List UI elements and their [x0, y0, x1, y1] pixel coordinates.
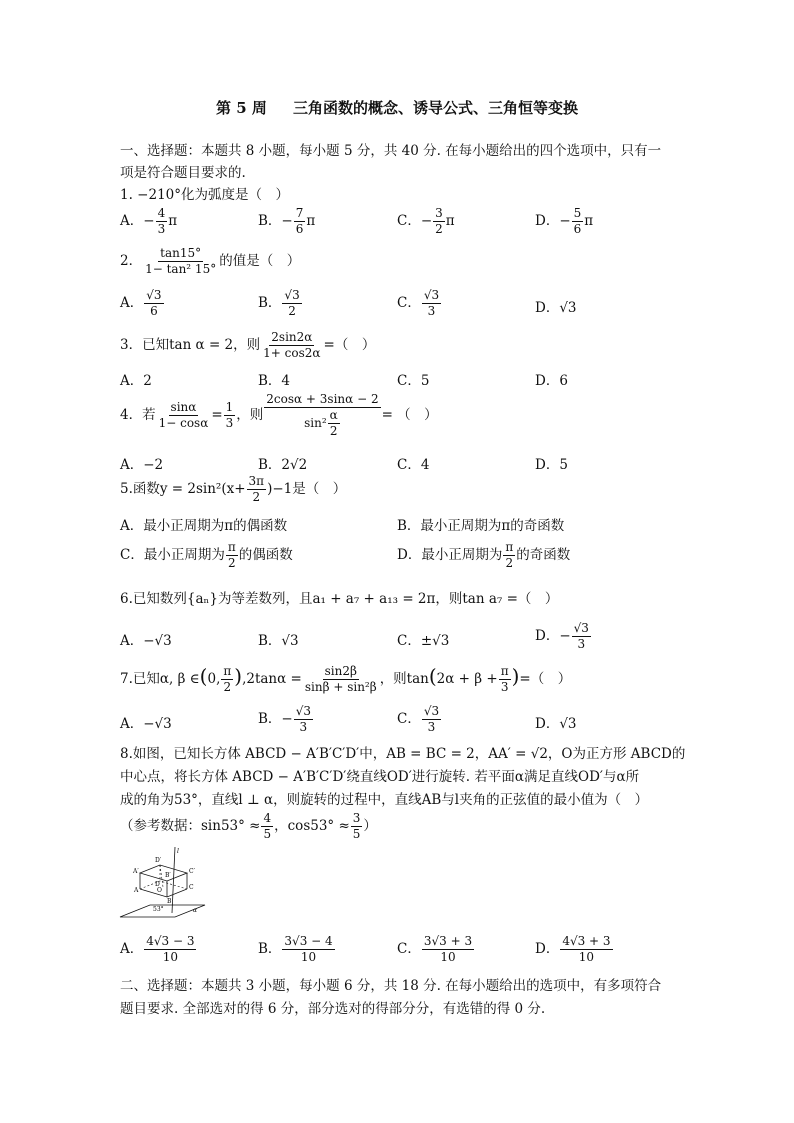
q6-stem: 6.已知数列{aₙ}为等差数列，且a₁ + a₇ + a₁₃ = 2π，则tan a₇ =（ ） — [120, 591, 559, 607]
q3-option-a[interactable]: A．2 — [120, 373, 152, 389]
q2-option-c[interactable]: C． $\frac{√3}{3}$ — [397, 288, 440, 318]
q7-stem: 7.已知α, β ∈(0, $\frac{\pi}{2}$ ),2tanα = $\frac{\sin 2\beta}{\text{sinβ + sin²β}}$ ，则tan(2α + β + $\frac{\pi}{3}$ )=（ ） — [120, 664, 572, 694]
q1-option-a[interactable]: A．− $\frac{4}{3}$ π — [120, 206, 178, 236]
topic-label: 三角函数的概念、诱导公式、三角恒等变换 — [292, 99, 578, 117]
label-o: O — [157, 887, 162, 894]
q4-option-b[interactable]: B．2√2 — [258, 457, 308, 473]
q8-line3: 成的角为53°，直线l ⊥ α，则旋转的过程中，直线AB与l夹角的正弦值的最小值为（ ） — [120, 792, 649, 808]
week-label: 第 5 周 — [216, 99, 267, 117]
q1-option-b[interactable]: B．− $\frac{7}{6}$ π — [258, 206, 316, 236]
label-c: C — [189, 884, 194, 891]
label-53: 53° — [153, 906, 164, 913]
q8-option-b[interactable]: B． $\frac{3√3 - 4}{10}$ — [258, 934, 333, 964]
q6-option-a[interactable]: A．−√3 — [120, 633, 172, 649]
q2-option-a[interactable]: A． $\frac{√3}{6}$ — [120, 288, 162, 318]
q4-option-a[interactable]: A．−2 — [120, 457, 164, 473]
label-a-prime: A′ — [133, 868, 139, 875]
q1-option-c[interactable]: C．− $\frac{3}{2}$ π — [397, 206, 455, 236]
q8-option-d[interactable]: D． $\frac{4√3 + 3}{10}$ — [535, 934, 611, 964]
q8-option-a[interactable]: A． $\frac{4√3 - 3}{10}$ — [120, 934, 195, 964]
q1-stem: 1. −210°化为弧度是（ ） — [120, 187, 290, 203]
q4-option-d[interactable]: D．5 — [535, 457, 568, 473]
q2-option-b[interactable]: B． $\frac{√3}{2}$ — [258, 288, 300, 318]
q6-option-c[interactable]: C．±√3 — [397, 633, 450, 649]
cuboid-top — [140, 865, 187, 881]
q7-option-a[interactable]: A．−√3 — [120, 716, 172, 732]
q6-option-d[interactable]: D．− $\frac{√3}{3}$ — [535, 621, 589, 651]
q6-option-b[interactable]: B．√3 — [258, 633, 299, 649]
section2-line2: 题目要求. 全部选对的得 6 分，部分选对的得部分分，有选错的得 0 分. — [120, 1001, 546, 1017]
q7-option-d[interactable]: D．√3 — [535, 716, 577, 732]
q5-option-c[interactable]: C．最小正周期为 $\frac{\pi}{2}$ 的偶函数 — [120, 540, 293, 570]
q3-option-c[interactable]: C．5 — [397, 373, 430, 389]
q8-line2: 中心点，将长方体 ABCD − A′B′C′D′绕直线OD′进行旋转. 若平面α满足直线OD′与α所 — [120, 769, 640, 785]
q3-option-d[interactable]: D．6 — [535, 373, 568, 389]
q8-cuboid-figure — [115, 845, 210, 925]
label-b-prime: B′ — [165, 872, 171, 879]
q5-option-a[interactable]: A．最小正周期为π的偶函数 — [120, 518, 288, 534]
label-a: A — [134, 887, 139, 894]
q8-option-c[interactable]: C． $\frac{3√3 + 3}{10}$ — [397, 934, 473, 964]
page-title — [0, 97, 794, 118]
q7-option-c[interactable]: C． $\frac{√3}{3}$ — [397, 704, 440, 734]
q5-stem: 5.函数y = 2sin²(x+ $\frac{3\pi}{2}$ )−1是（ ） — [120, 474, 347, 504]
q3-option-b[interactable]: B．4 — [258, 373, 291, 389]
label-alpha: α — [193, 907, 198, 914]
label-c-prime: C′ — [189, 868, 195, 875]
q5-option-b[interactable]: B．最小正周期为π的奇函数 — [397, 518, 565, 534]
q5-option-d[interactable]: D．最小正周期为 $\frac{\pi}{2}$ 的奇函数 — [397, 540, 571, 570]
q2-option-d[interactable]: D．√3 — [535, 300, 577, 316]
q3-stem: 3．已知tan α = 2，则 $\frac{2\sin 2\alpha}{1+ \cos 2\alpha}$ =（ ） — [120, 330, 376, 360]
q1-option-d[interactable]: D．− $\frac{5}{6}$ π — [535, 206, 594, 236]
line-od — [160, 865, 163, 887]
label-b: B — [167, 898, 172, 905]
section2-line1: 二、选择题：本题共 3 小题，每小题 6 分，共 18 分. 在每小题给出的选项中，有多项符合 — [120, 978, 662, 994]
section1-line2: 项是符合题目要求的. — [120, 165, 246, 181]
label-d: D — [155, 881, 160, 888]
q4-stem: 4．若 $\frac{\sin\alpha}{1- \cos\alpha}$ = $\frac{1}{3}$ ，则 2cosα + 3sinα − 2 sin² $\frac{\alpha}{2}$ = （ ） — [120, 392, 438, 438]
label-d-prime: D′ — [155, 857, 162, 864]
label-l: l — [177, 848, 179, 855]
q8-line1: 8.如图，已知长方体 ABCD − A′B′C′D′中，AB = BC = 2，AA′ = √2，O为正方形 ABCD的 — [120, 746, 686, 762]
q4-option-c[interactable]: C．4 — [397, 457, 430, 473]
section1-line1: 一、选择题：本题共 8 小题，每小题 5 分，共 40 分. 在每小题给出的四个选项中，只有一 — [120, 143, 662, 159]
q2-stem: 2． $\frac{\tan 15^\circ}{\text{1− tan² 15°}}$ 的值是（ ） — [120, 246, 301, 276]
q7-option-b[interactable]: B．− $\frac{√3}{3}$ — [258, 704, 312, 734]
line-l — [172, 847, 175, 913]
q8-reference: （参考数据：sin53° ≈ $\frac{4}{5}$ ，cos53° ≈ $\frac{3}{5}$ ） — [120, 811, 377, 841]
